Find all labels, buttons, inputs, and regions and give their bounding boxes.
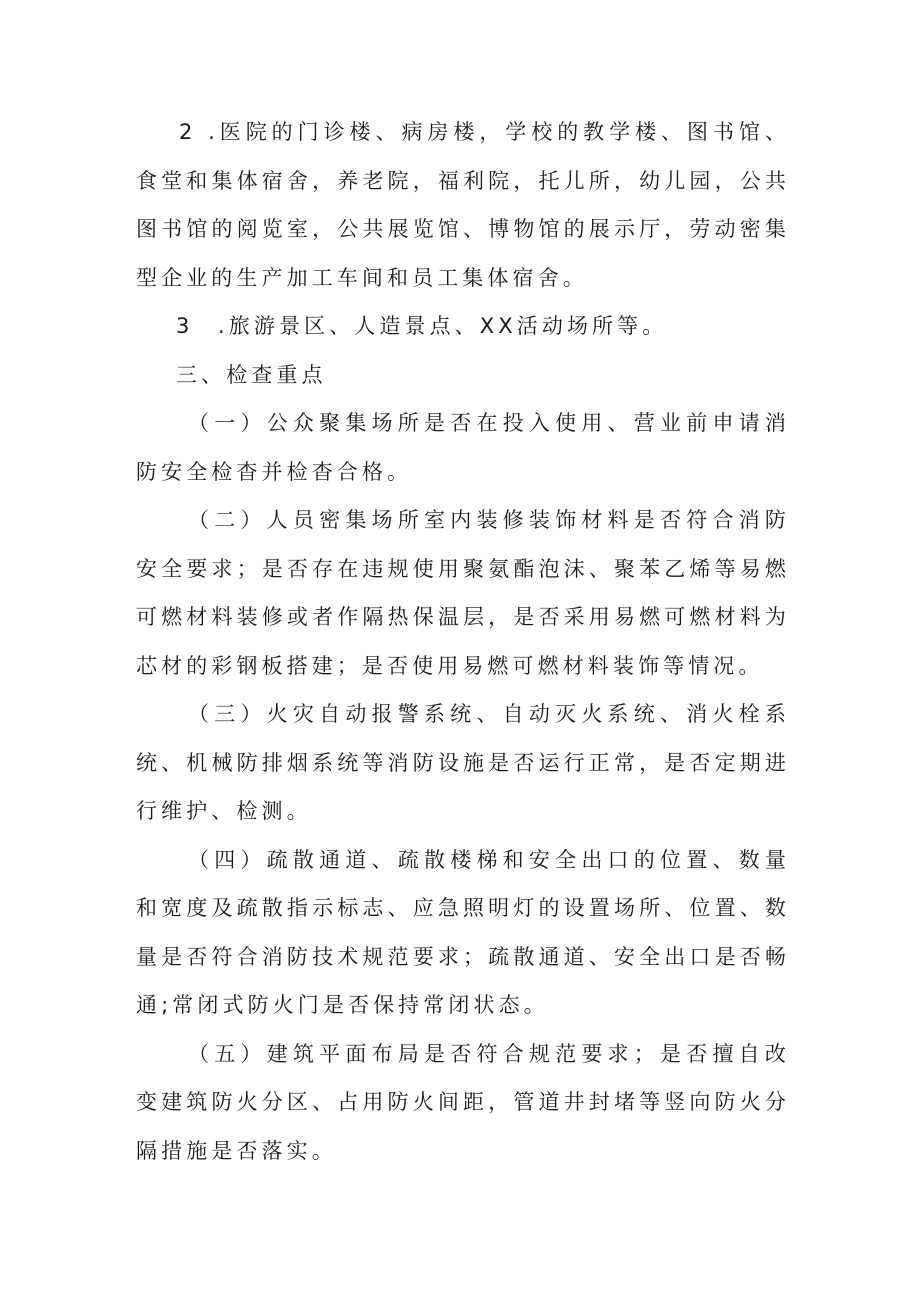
paragraph-check-4: （四）疏散通道、疏散楼梯和安全出口的位置、数量和宽度及疏散指示标志、应急照明灯的设置场所、位置、数量是否符合消防技术规范要求；疏散通道、安全出口是否畅通;常闭式防火门是否保持常闭状态。 — [136, 847, 790, 1017]
paragraph-check-5: （五）建筑平面布局是否符合规范要求；是否擅自改变建筑防火分区、占用防火间距，管道井封堵等竖向防火分隔措施是否落实。 — [136, 1041, 790, 1163]
document-page — [136, 108, 790, 1175]
item-3-number: 3 — [176, 314, 194, 338]
paragraph-check-1: （一）公众聚集场所是否在投入使用、营业前申请消防安全检杳并检杳合格。 — [136, 411, 790, 484]
paragraph-item-3 — [136, 302, 790, 351]
paragraph-check-2: （二）人员密集场所室内装修装饰材料是否符合消防安全要求；是否存在违规使用聚氨酯泡沫、聚苯乙烯等易燃可燃材料装修或者作隔热保温层，是否采用易燃可燃材料为芯材的彩钢板搭建；是否使用易燃可燃材料装饰等情况。 — [136, 508, 790, 678]
paragraph-item-2: 2 .医院的门诊楼、病房楼，学校的教学楼、图书馆、食堂和集体宿舍，养老院，福利院，托儿所，幼儿园，公共图书馆的阅览室，公共展览馆、博物馆的展示厅，劳动密集型企业的生产加工车间和员工集体宿舍。 — [136, 120, 790, 290]
section-heading: 三、检查重点 — [176, 362, 327, 387]
paragraph-check-3: （三）火灾自动报警系统、自动灭火系统、消火栓系统、机械防排烟系统等消防设施是否运行正常，是否定期进行维护、检测。 — [136, 702, 790, 823]
item-3-text: .旅游景区、人造景点、XX活动场所等。 — [218, 314, 668, 338]
